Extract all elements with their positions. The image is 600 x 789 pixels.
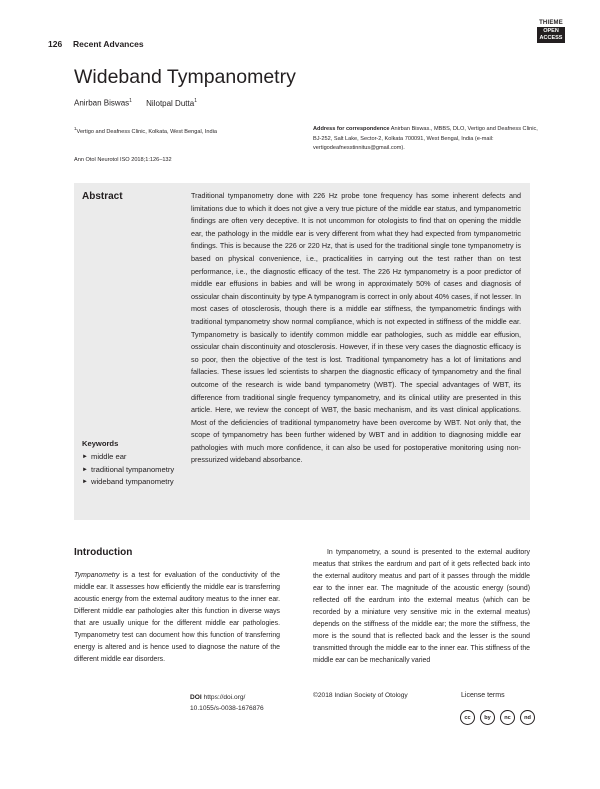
by-icon: by bbox=[480, 710, 495, 725]
keywords-heading: Keywords bbox=[82, 439, 119, 448]
author-1-sup: 1 bbox=[129, 98, 132, 104]
cc-icon: cc bbox=[460, 710, 475, 725]
affiliation-sup: 1 bbox=[74, 126, 77, 131]
arrow-right-icon: ► bbox=[82, 479, 88, 486]
nd-icon: nd bbox=[520, 710, 535, 725]
intro-lead-term: Tympanometry bbox=[74, 572, 120, 579]
publisher-name: THIEME bbox=[539, 20, 563, 26]
abstract-text: Traditional tympanometry done with 226 Hz probe tone frequency has some inherent defects and limitations due to which it does not give a very true picture of the middle ear status, and tympanometric findings are often very deceptive. It is not uncommon for otologists to find that on opening the middle ear, the pathology in the middle ear is very different from what they had expected from tympanometric findings. This is because the 226 or 220 Hz, that is used for the traditional single tone tympanometry is based on physical convenience, i.e., practicalities in carrying out the test rather than on test performance, i.e., the diagnostic efficacy of the test. The 226 Hz tympanometry is a poor predictor of middle ear effusions in babies and will be wrong in approximately 50% of cases and diagnosis of ossicular chain discontinuity by type A tympanogram is correct in only about 40% cases, if not lesser. In most cases of otosclerosis, though there is a middle ear stiffness, the tympanometric findings with traditional tympanometry show normal compliance, which is not expected in stiffness of the middle ear. Tympanometry is basically to identify common middle ear pathologies, such as middle ear effusion, ossicular chain discontinuity and otosclerosis. However, if in these very cases the diagnostic efficacy is so poor, then the objective of the test is lost. Traditional tympanometry has a lot of limitations and fallacies. These issues led scientists to sharpen the diagnostic efficacy of tympanometry and the final outcome of the research is wide band tympanometry (WBT). The special advantages of WBT, its difference from traditional single frequency tympanometry, and its clinical utility are presented in this article. Here, we review the concept of WBT, the basic mechanism, and its vast clinical applications. Most of the deficiencies of traditional tympanometry have been overcome by WBT. Not only that, the scope of tympanometry has been further widened by WBT and in addition to diagnosing middle ear pathologies with much more confidence, it can also be used for postoperative monitoring using non-pressurized wideband absorbance. bbox=[191, 191, 521, 465]
affiliation-text: Vertigo and Deafness Clinic, Kolkata, West Bengal, India bbox=[76, 128, 217, 135]
intro-paragraph bbox=[74, 570, 280, 666]
article-title: Wideband Tympanometry bbox=[74, 66, 296, 88]
keyword-item bbox=[82, 464, 182, 477]
copyright: ©2018 Indian Society of Otology bbox=[313, 692, 408, 699]
page-number: 126 bbox=[48, 39, 63, 49]
keywords-list bbox=[82, 451, 182, 489]
arrow-right-icon: ► bbox=[82, 454, 88, 460]
affiliation bbox=[74, 125, 284, 136]
section-label: Recent Advances bbox=[73, 39, 144, 49]
correspondence-label: Address for correspondence bbox=[313, 126, 390, 132]
doi-value[interactable]: 10.1055/s-0038-1676876 bbox=[190, 705, 264, 712]
author-2: Nilotpal Dutta bbox=[146, 98, 195, 108]
author-list bbox=[74, 98, 197, 108]
introduction-heading: Introduction bbox=[74, 547, 133, 558]
keyword-text: wideband tympanometry bbox=[91, 477, 174, 487]
keyword-item bbox=[82, 476, 182, 489]
body-column-right bbox=[313, 547, 530, 667]
doi-url[interactable]: https://doi.org/ bbox=[203, 694, 246, 701]
intro-paragraph-text: is a test for evaluation of the conductivity of the middle ear. It assesses how efficiently the middle ear is transferring acoustic energy from the external auditory meatus to the inner ear. Different middle ear pathologies alter this function in diverse ways that are usually unique for the different middle ear pathologies. Tympanometry test can document how this function of transferring energy is altered and is hence used to diagnose the nature of the different middle ear disorders. bbox=[74, 572, 280, 663]
doi-block bbox=[190, 692, 264, 714]
author-1: Anirban Biswas bbox=[74, 98, 130, 108]
correspondence-text: Anirban Biswas., MBBS, DLO, Vertigo and Deafness Clinic, BJ-252, Salt Lake, Sector-2, Kolkata 700091, West Bengal, India (e-mail: vertigodeafnesstinnitus@gmail.com). bbox=[313, 126, 538, 151]
publisher-logo bbox=[537, 20, 565, 43]
license-icons bbox=[460, 710, 535, 725]
open-access-badge bbox=[537, 27, 565, 43]
keyword-text: middle ear bbox=[91, 452, 127, 461]
arrow-right-icon: ► bbox=[82, 466, 88, 473]
body-paragraph: In tympanometry, a sound is presented to the external auditory meatus that strikes the eardrum and part of it gets reflected back into the external auditory meatus and part of it passes through the middle ear to the inner ear. The magnitude of the acoustic energy (sound) reflected off the eardrum into the external meatus (which can be recorded by a miniature very sensitive mic in the external meatus) depends on the stiffness of the middle ear; the more the stiffness, the more is the sound that is reflected back and the lesser is the sound transmitted through the middle ear to the inner ear. This stiffness of the middle ear can be mechanically varied bbox=[313, 549, 530, 664]
body-column-left bbox=[74, 570, 280, 666]
keyword-text: traditional tympanometry bbox=[91, 464, 175, 474]
nc-icon: nc bbox=[500, 710, 515, 725]
license-heading: License terms bbox=[461, 692, 505, 699]
abstract-heading: Abstract bbox=[82, 191, 123, 202]
citation: Ann Otol Neurotol ISO 2018;1:126–132 bbox=[74, 157, 172, 163]
access-label: ACCESS bbox=[539, 35, 563, 41]
open-label: OPEN bbox=[543, 28, 559, 34]
correspondence bbox=[313, 125, 538, 154]
doi-label: DOI bbox=[190, 694, 202, 701]
author-2-sup: 1 bbox=[194, 98, 197, 104]
keyword-item bbox=[82, 451, 182, 464]
